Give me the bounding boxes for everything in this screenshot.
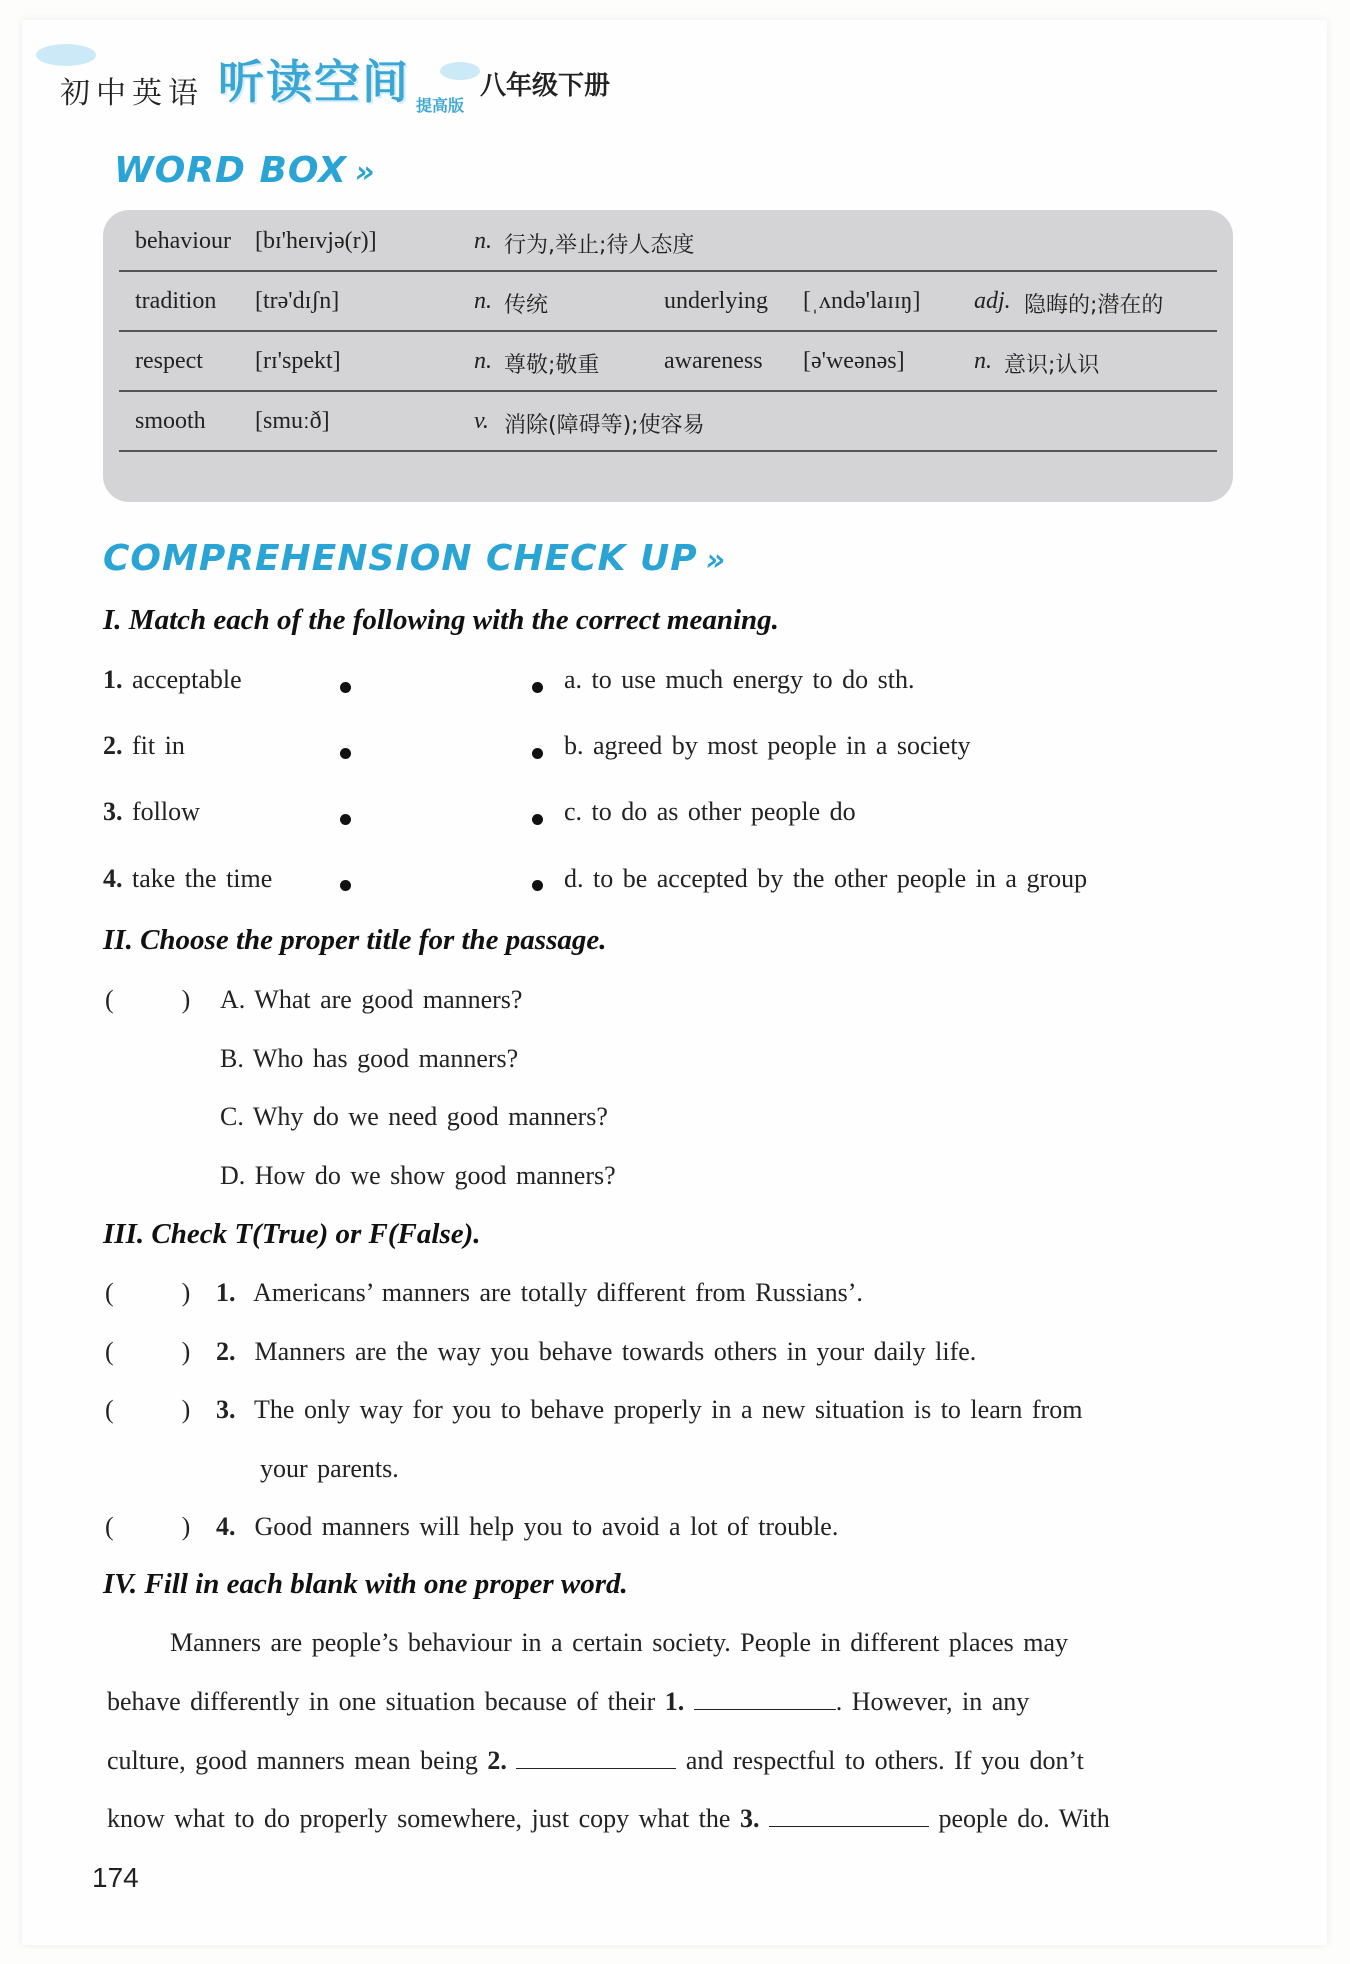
phonetic: [rɪ'spekt] <box>255 348 341 374</box>
phonetic: [smuːð] <box>255 408 330 434</box>
phonetic: [bɪ'heɪvjə(r)] <box>255 228 377 254</box>
word: tradition <box>135 288 217 314</box>
word: smooth <box>135 408 206 434</box>
double-chevron-icon: » <box>354 155 376 190</box>
comprehension-title: COMPREHENSION CHECK UP » <box>103 538 727 579</box>
meaning: 意识;认识 <box>1004 353 1100 378</box>
meaning: 传统 <box>504 293 549 318</box>
word-row <box>119 390 1217 452</box>
tf-item-continuation: your parents. <box>260 1454 399 1483</box>
match-left-item: 4. take the time <box>103 864 273 893</box>
part1-heading: I. Match each of the following with the correct meaning. <box>103 604 779 636</box>
answer-bracket[interactable]: ( ) <box>105 985 191 1014</box>
word-row <box>119 330 1217 392</box>
match-dot-right[interactable] <box>532 814 543 825</box>
match-right-item: b. agreed by most people in a society <box>564 731 971 760</box>
blank-2[interactable] <box>516 1746 676 1769</box>
phonetic: [ə'weənəs] <box>803 348 905 374</box>
passage-line: Manners are people’s behaviour in a certain society. People in different places may <box>170 1628 1069 1657</box>
word-box <box>103 210 1233 502</box>
match-left-item: 1. acceptable <box>103 665 242 694</box>
word-row <box>119 210 1217 272</box>
part2-heading: II. Choose the proper title for the passage. <box>103 924 607 956</box>
part-of-speech: n. <box>974 348 992 374</box>
match-dot-right[interactable] <box>532 748 543 759</box>
header-banner <box>60 52 611 115</box>
part-of-speech: n. <box>474 288 492 314</box>
page-number: 174 <box>92 1862 139 1893</box>
part3-heading: III. Check T(True) or F(False). <box>103 1218 481 1250</box>
part-of-speech: adj. <box>974 288 1011 314</box>
passage-line: know what to do properly somewhere, just copy what the 3. people do. With <box>107 1804 1110 1833</box>
match-dot-left[interactable] <box>340 814 351 825</box>
tf-item: 2. Manners are the way you behave towards others in your daily life. <box>216 1337 977 1366</box>
tf-item: 3. The only way for you to behave properly in a new situation is to learn from <box>216 1395 1083 1424</box>
option-item: A. What are good manners? <box>220 985 523 1014</box>
match-right-item: d. to be accepted by the other people in a group <box>564 864 1088 893</box>
passage-line: culture, good manners mean being 2. and respectful to others. If you don’t <box>107 1746 1084 1775</box>
tf-item: 4. Good manners will help you to avoid a lot of trouble. <box>216 1512 839 1541</box>
part-of-speech: n. <box>474 348 492 374</box>
match-dot-left[interactable] <box>340 748 351 759</box>
part-of-speech: v. <box>474 408 489 434</box>
blank-3[interactable] <box>769 1804 929 1827</box>
match-dot-right[interactable] <box>532 880 543 891</box>
meaning: 尊敬;敬重 <box>504 353 600 378</box>
edition-label: 提高版 <box>416 96 465 115</box>
word-box-title: WORD BOX » <box>114 150 376 191</box>
part-of-speech: n. <box>474 228 492 254</box>
word: behaviour <box>135 228 231 254</box>
tf-item: 1. Americans’ manners are totally different from Russians’. <box>216 1278 863 1307</box>
match-dot-left[interactable] <box>340 682 351 693</box>
passage-line: behave differently in one situation because of their 1. . However, in any <box>107 1687 1030 1716</box>
match-right-item: c. to do as other people do <box>564 797 856 826</box>
match-left-item: 2. fit in <box>103 731 185 760</box>
double-chevron-icon: » <box>705 543 727 578</box>
phonetic: [ˌʌndə'laɪɪŋ] <box>803 288 921 314</box>
grade-label: 八年级下册 <box>480 71 611 101</box>
option-item: C. Why do we need good manners? <box>220 1102 608 1131</box>
word: respect <box>135 348 203 374</box>
phonetic: [trə'dɪʃn] <box>255 288 340 314</box>
option-item: B. Who has good manners? <box>220 1044 519 1073</box>
meaning: 行为,举止;待人态度 <box>504 233 695 258</box>
word: underlying <box>664 288 768 314</box>
answer-bracket[interactable]: ( ) <box>105 1395 191 1424</box>
part4-heading: IV. Fill in each blank with one proper word. <box>103 1568 628 1600</box>
meaning: 消除(障碍等);使容易 <box>504 413 705 438</box>
course-title: 初中英语 <box>60 76 204 111</box>
meaning: 隐晦的;潜在的 <box>1024 293 1164 318</box>
answer-bracket[interactable]: ( ) <box>105 1512 191 1541</box>
answer-bracket[interactable]: ( ) <box>105 1337 191 1366</box>
match-left-item: 3. follow <box>103 797 200 826</box>
word-row <box>119 270 1217 332</box>
match-dot-right[interactable] <box>532 682 543 693</box>
answer-bracket[interactable]: ( ) <box>105 1278 191 1307</box>
match-dot-left[interactable] <box>340 880 351 891</box>
match-right-item: a. to use much energy to do sth. <box>564 665 915 694</box>
blank-1[interactable] <box>694 1687 836 1710</box>
word: awareness <box>664 348 763 374</box>
option-item: D. How do we show good manners? <box>220 1161 616 1190</box>
brand-logo: 听读空间 <box>218 55 410 109</box>
